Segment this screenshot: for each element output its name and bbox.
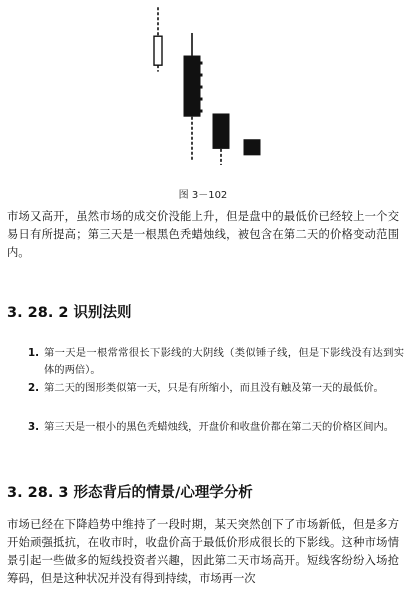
rule-text: 第三天是一根小的黑色秃蜡烛线，开盘价和收盘价都在第二天的价格区间内。 bbox=[44, 421, 395, 433]
rule-item bbox=[28, 419, 404, 436]
intro-paragraph: 市场又高开，虽然市场的成交价没能上升，但是盘中的最低价已经较上一个交易日有所提高；第三天是一根黑色秃蜡烛线，被包含在第二天的价格变动范围内。 bbox=[7, 210, 399, 259]
bearish-body bbox=[213, 113, 230, 148]
rule-text: 第二天的图形类似第一天，只是有所缩小，而且没有触及第一天的最低价。 bbox=[44, 382, 384, 394]
bearish-body bbox=[244, 139, 261, 155]
bullish-body bbox=[154, 36, 162, 65]
candle-1 bbox=[154, 7, 162, 71]
candle-3 bbox=[213, 113, 230, 165]
rule-number: 2. bbox=[28, 382, 40, 394]
candlestick-chart bbox=[0, 0, 406, 180]
rule-item bbox=[28, 380, 404, 397]
body-notch bbox=[201, 86, 203, 89]
body-notch bbox=[201, 98, 203, 101]
psychology-paragraph: 市场已经在下降趋势中维持了一段时期，某天突然创下了市场新低，但是多方开始顽强抵抗，在收市时，收盘价高于最低价形成很长的下影线。这种市场情景引起一些做多的短线投资者兴趣，因此第二天市场高开。短线客纷纷入场抢筹码，但是这种状况并没有得到持续，市场再一次 bbox=[7, 518, 399, 585]
rule-number: 1. bbox=[28, 347, 40, 359]
bearish-body bbox=[184, 56, 201, 117]
figure-caption: 图 3－102 bbox=[178, 190, 228, 201]
candle-4 bbox=[244, 139, 261, 155]
rule-item bbox=[28, 345, 404, 379]
rule-text: 第一天是一根常常很长下影线的大阴线（类似锤子线，但是下影线没有达到实体的两倍）。 bbox=[44, 347, 404, 376]
body-notch bbox=[201, 62, 203, 65]
rule-number: 3. bbox=[28, 421, 40, 433]
section-heading-recognition-rules: 3. 28. 2 识别法则 bbox=[7, 305, 132, 321]
section-heading-psychology-analysis: 3. 28. 3 形态背后的情景/心理学分析 bbox=[7, 485, 253, 501]
candle-2 bbox=[184, 33, 203, 162]
body-notch bbox=[201, 74, 203, 77]
body-notch bbox=[201, 110, 203, 113]
candlestick-figure bbox=[0, 0, 406, 200]
